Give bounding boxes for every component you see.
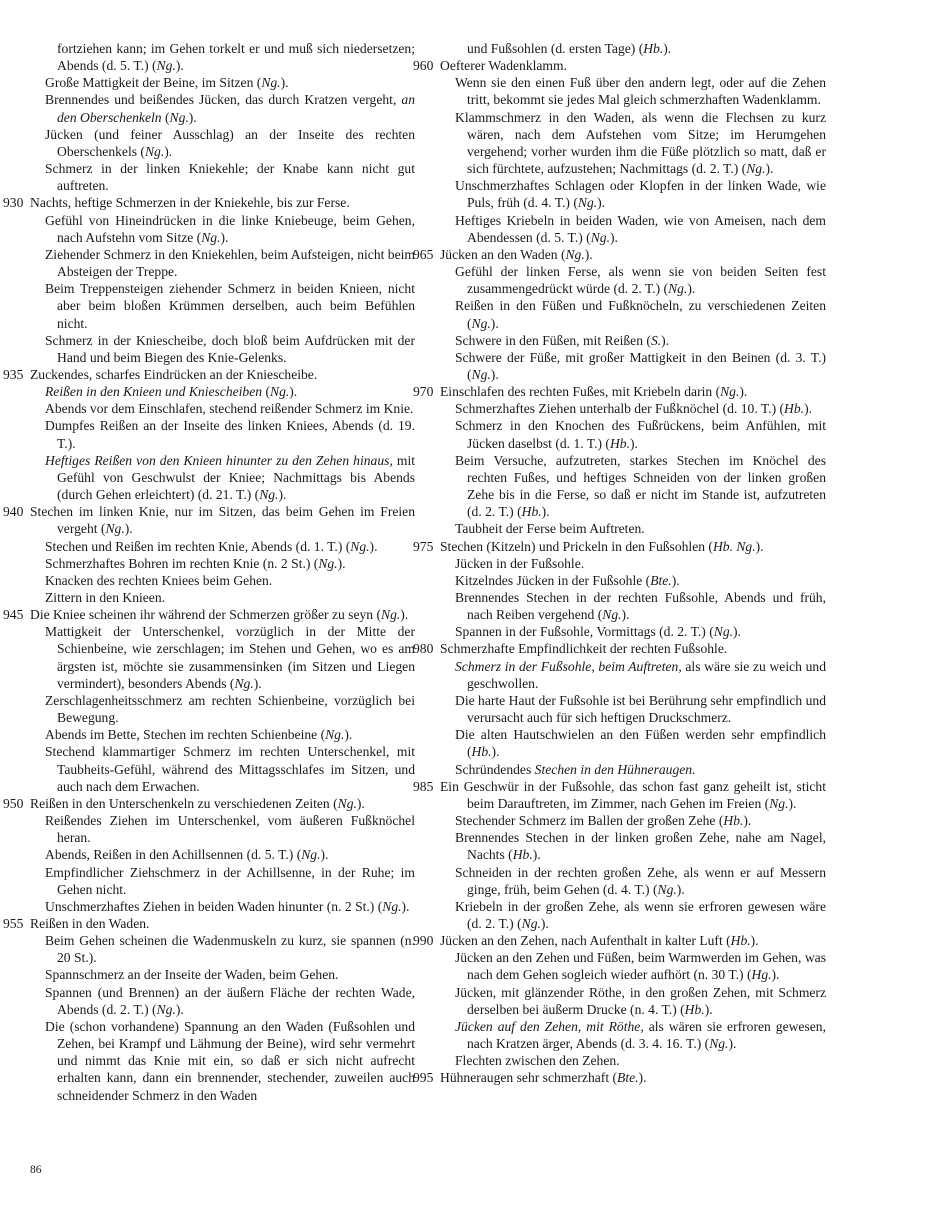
entry-text: Gefühl der linken Ferse, als wenn sie von beiden Seiten fest zusammengedrückt würde (d. 2. T.) (Ng.). [455, 264, 826, 297]
numbered-entry: 940Stechen im linken Knie, nur im Sitzen, das beim Gehen im Freien vergeht (Ng.). [3, 504, 415, 537]
entry-text: Stechen und Reißen im rechten Knie, Abends (d. 1. T.) (Ng.). [45, 538, 378, 554]
right-column [413, 40, 826, 1087]
entry-text: Brennendes Stechen in der linken großen Zehe, nahe am Nagel, Nachts (Hb.). [455, 830, 826, 863]
entry-text: Brennendes und beißendes Jücken, das durch Kratzen vergeht, an den Oberschenkeln (Ng.). [45, 92, 415, 125]
entry-text: Empfindlicher Ziehschmerz in der Achillsenne, in der Ruhe; im Gehen nicht. [45, 864, 415, 897]
entry-line [30, 966, 415, 983]
entry-line [440, 658, 826, 692]
left-column [3, 40, 415, 1104]
entry-text: Unschmerzhaftes Schlagen oder Klopfen in der linken Wade, wie Puls, früh (d. 4. T.) (Ng.). [455, 178, 826, 211]
entry-text: Abends vor dem Einschlafen, stechend reißender Schmerz im Knie. [45, 401, 414, 417]
entry-line [30, 984, 415, 1018]
entry-line [30, 846, 415, 863]
entry-text: Stechen im linken Knie, nur im Sitzen, das beim Gehen im Freien vergeht (Ng.). [30, 504, 415, 537]
entry-text: Reißendes Ziehen im Unterschenkel, vom äußeren Fußknöchel heran. [45, 813, 415, 846]
entry-line [440, 864, 826, 898]
entry-text: Schmerz in den Knochen des Fußrückens, beim Anfühlen, mit Jücken daselbst (d. 1. T.) (Hb.). [455, 418, 826, 451]
entry-text: Jücken (und feiner Ausschlag) an der Inseite des rechten Oberschenkels (Ng.). [45, 126, 415, 159]
entry-line [440, 761, 826, 778]
entry-text: Stechender Schmerz im Ballen der großen Zehe (Hb.). [455, 813, 752, 829]
entry-line [440, 212, 826, 246]
entry-text: Abends im Bette, Stechen im rechten Schienbeine (Ng.). [45, 727, 353, 743]
entry-text: Spannen in der Fußsohle, Vormittags (d. 2. T.) (Ng.). [455, 624, 741, 640]
entry-text: Beim Gehen scheinen die Wadenmuskeln zu kurz, sie spannen (n. 20 St.). [45, 933, 415, 966]
entry-text: Wenn sie den einen Fuß über den andern legt, oder auf die Zehen tritt, bekommt sie jedes Mal gleich schmerzhaften Wadenklamm. [455, 75, 826, 108]
entry-line [440, 109, 826, 178]
entry-text: Reißen in den Knieen und Kniescheiben (Ng.). [45, 384, 298, 400]
numbered-entry: 960Oefterer Wadenklamm. [413, 58, 567, 74]
entry-text: Stechend klammartiger Schmerz im rechten Unterschenkel, mit Taubheits-Gefühl, während des Mittagsschlafes im Sitzen, und auch nach dem Erwachen. [45, 744, 415, 794]
entry-text: Jücken in der Fußsohle. [455, 555, 585, 571]
entry-text: Jücken an den Zehen, nach Aufenthalt in kalter Luft (Hb.). [440, 933, 759, 949]
entry-line [30, 212, 415, 246]
entry-text: Die Kniee scheinen ihr während der Schmerzen größer zu seyn (Ng.). [30, 607, 409, 623]
entry-text: Heftiges Kriebeln in beiden Waden, wie von Ameisen, nach dem Abendessen (d. 5. T.) (Ng.). [455, 212, 826, 245]
entry-text: Dumpfes Reißen an der Inseite des linken Kniees, Abends (d. 19. T.). [45, 418, 415, 451]
entry-line [30, 623, 415, 692]
numbered-entry: 950Reißen in den Unterschenkeln zu verschiedenen Zeiten (Ng.). [3, 795, 365, 811]
entry-line [30, 74, 415, 91]
entry-text: Einschlafen des rechten Fußes, mit Kriebeln darin (Ng.). [440, 384, 748, 400]
entry-line [440, 589, 826, 623]
entry-text: Die alten Hautschwielen an den Füßen werden sehr empfindlich (Hb.). [455, 727, 826, 760]
entry-text: Zerschlagenheitsschmerz am rechten Schienbeine, vorzüglich bei Bewegung. [45, 692, 415, 726]
entry-line [440, 984, 826, 1018]
entry-line [440, 40, 826, 57]
entry-line [30, 1018, 415, 1104]
entry-text: Schmerzhafte Empfindlichkeit der rechten Fußsohle. [440, 641, 728, 657]
entry-line [440, 263, 826, 297]
entry-text: Zuckendes, scharfes Eindrücken an der Kniescheibe. [30, 366, 318, 382]
numbered-entry: 990Jücken an den Zehen, nach Aufenthalt in kalter Luft (Hb.). [413, 933, 759, 949]
entry-line [440, 1052, 826, 1069]
entry-line [30, 160, 415, 194]
entry-text: Schmerz in der Fußsohle, beim Auftreten, als wäre sie zu weich und geschwollen. [455, 658, 826, 691]
numbered-entry: 980Schmerzhafte Empfindlichkeit der rechten Fußsohle. [413, 641, 728, 657]
entry-text: Unschmerzhaftes Ziehen in beiden Waden hinunter (n. 2 St.) (Ng.). [45, 898, 410, 914]
entry-text: Beim Treppensteigen ziehender Schmerz in beiden Knieen, nicht aber beim bloßen Krümmen derselben, auch beim Befühlen nicht. [45, 281, 415, 331]
entry-text: Schründendes Stechen in den Hühneraugen. [455, 761, 696, 777]
numbered-entry: 995Hühneraugen sehr schmerzhaft (Bte.). [413, 1070, 647, 1086]
entry-text: Die harte Haut der Fußsohle ist bei Berührung sehr empfindlich und verursacht auch für sich heftigen Druckschmerz. [455, 692, 826, 726]
entry-text: Knacken des rechten Kniees beim Gehen. [45, 572, 273, 588]
entry-line [30, 400, 415, 417]
entry-text: Heftiges Reißen von den Knieen hinunter zu den Zehen hinaus, mit Gefühl von Geschwulst der Kniee; Nachmittags bis Abends (durch Gehen erleichtert) (d. 21. T.) (Ng.). [45, 452, 415, 503]
entry-text: Reißen in den Waden. [30, 915, 150, 931]
entry-line [440, 297, 826, 331]
entry-line [30, 126, 415, 160]
entry-line [440, 555, 826, 572]
numbered-entry: 965Jücken an den Waden (Ng.). [413, 246, 593, 262]
entry-text: Reißen in den Unterschenkeln zu verschiedenen Zeiten (Ng.). [30, 795, 365, 811]
entry-line [440, 623, 826, 640]
entry-line [30, 452, 415, 503]
entry-line [440, 452, 826, 521]
entry-text: Spannschmerz an der Inseite der Waden, beim Gehen. [45, 967, 339, 983]
entry-line [30, 932, 415, 966]
entry-text: fortziehen kann; im Gehen torkelt er und muß sich niedersetzen; Abends (d. 5. T.) (Ng.). [57, 41, 415, 74]
entry-text: Schwere in den Füßen, mit Reißen (S.). [455, 332, 670, 348]
entry-text: Zittern in den Knieen. [45, 590, 166, 605]
entry-line [440, 572, 826, 589]
entry-text: Flechten zwischen den Zehen. [455, 1053, 620, 1069]
entry-line [30, 417, 415, 451]
numbered-entry: 955Reißen in den Waden. [3, 915, 150, 931]
entry-line [440, 400, 826, 417]
entry-text: Schneiden in der rechten großen Zehe, als wenn er auf Messern ginge, früh, beim Gehen (d. 4. T.) (Ng.). [455, 864, 826, 897]
entry-line [30, 864, 415, 898]
entry-text: Kitzelndes Jücken in der Fußsohle (Bte.). [455, 572, 680, 588]
entry-line [440, 349, 826, 383]
entry-text: Taubheit der Ferse beim Auftreten. [455, 521, 645, 537]
entry-text: Nachts, heftige Schmerzen in der Kniekehle, bis zur Ferse. [30, 195, 350, 211]
entry-line [440, 812, 826, 829]
entry-text: Beim Versuche, aufzutreten, starkes Stechen im Knöchel des rechten Fußes, und heftiges Schneiden von der linken großen Zehe bis in die Ferse, so daß er nicht im Stande ist, aufzutreten (d. 2. T.) (Hb.). [455, 452, 826, 520]
numbered-entry: 945Die Kniee scheinen ihr während der Schmerzen größer zu seyn (Ng.). [3, 607, 409, 623]
entry-text: Stechen (Kitzeln) und Prickeln in den Fußsohlen (Hb. Ng.). [440, 538, 764, 554]
entry-text: Jücken an den Waden (Ng.). [440, 246, 593, 262]
entry-line [30, 692, 415, 726]
entry-text: und Fußsohlen (d. ersten Tage) (Hb.). [467, 41, 672, 56]
entry-text: Schmerzhaftes Bohren im rechten Knie (n. 2 St.) (Ng.). [45, 555, 346, 571]
entry-line [30, 40, 415, 74]
entry-line [440, 332, 826, 349]
entry-text: Gefühl von Hineindrücken in die linke Kniebeuge, beim Gehen, nach Aufstehn vom Sitze (Ng.). [45, 212, 415, 245]
entry-text: Schwere der Füße, mit großer Mattigkeit in den Beinen (d. 3. T.) (Ng.). [455, 349, 826, 382]
entry-line [440, 74, 826, 108]
entry-line [30, 898, 415, 915]
entry-text: Die (schon vorhandene) Spannung an den Waden (Fußsohlen und Zehen, bei Krampf und Lähmung der Beine), wird sehr vermehrt und nimmt das Knie mit ein, so daß er sich nicht aufrecht erhalten kann, dann ein brennender, stechender, zuweilen auch schneidender Schmerz in den Waden [45, 1018, 415, 1103]
entry-text: Schmerz in der Kniescheibe, doch bloß beim Aufdrücken mit der Hand und beim Biegen des Knie-Gelenks. [45, 332, 415, 365]
entry-line [30, 812, 415, 846]
entry-text: Brennendes Stechen in der rechten Fußsohle, Abends und früh, nach Reiben vergehend (Ng.). [455, 590, 826, 623]
entry-line [30, 555, 415, 572]
entry-text: Schmerzhaftes Ziehen unterhalb der Fußknöchel (d. 10. T.) (Hb.). [455, 401, 812, 417]
entry-line [30, 383, 415, 400]
entry-line [30, 743, 415, 794]
entry-line [440, 417, 826, 451]
entry-line [30, 332, 415, 366]
entry-line [30, 589, 415, 606]
entry-line [440, 1018, 826, 1052]
entry-text: Ziehender Schmerz in den Kniekehlen, beim Aufsteigen, nicht beim Absteigen der Treppe. [45, 246, 415, 280]
entry-line [440, 898, 826, 932]
entry-line [440, 177, 826, 211]
entry-text: Klammschmerz in den Waden, als wenn die Flechsen zu kurz wären, nach dem Aufstehen vom Sitze; im Herumgehen vergehend; vorher wurden ihm die Füße plötzlich so matt, daß er sich fürchtete, aufzustehen; Nachmittags (d. 2. T.) (Ng.). [455, 109, 826, 177]
entry-line [440, 692, 826, 726]
entry-text: Jücken an den Zehen und Füßen, beim Warmwerden im Gehen, was nach dem Gehen sogleich wieder aufhört (n. 30 T.) (Hg.). [455, 950, 826, 983]
numbered-entry: 970Einschlafen des rechten Fußes, mit Kriebeln darin (Ng.). [413, 384, 748, 400]
entry-text: Reißen in den Füßen und Fußknöcheln, zu verschiedenen Zeiten (Ng.). [455, 298, 826, 331]
entry-text: Große Mattigkeit der Beine, im Sitzen (Ng.). [45, 75, 289, 91]
entry-line [440, 520, 826, 537]
numbered-entry: 935Zuckendes, scharfes Eindrücken an der Kniescheibe. [3, 366, 318, 382]
entry-line [440, 726, 826, 760]
entry-text: Mattigkeit der Unterschenkel, vorzüglich in der Mitte der Schienbeine, wie zerschlagen; im Stehen und Gehen, wo es am ärgsten ist, möchte sie zusammensinken (im Sitzen und Liegen vermindert), besonders Abends (Ng.). [45, 624, 415, 691]
entry-text: Hühneraugen sehr schmerzhaft (Bte.). [440, 1070, 647, 1086]
entry-text: Ein Geschwür in der Fußsohle, das schon fast ganz geheilt ist, sticht beim Darauftreten, im Zimmer, nach Gehen im Freien (Ng.). [440, 778, 826, 811]
entry-line [30, 91, 415, 125]
numbered-entry: 930Nachts, heftige Schmerzen in der Kniekehle, bis zur Ferse. [3, 195, 350, 211]
entry-text: Oefterer Wadenklamm. [440, 58, 567, 74]
entry-text: Spannen (und Brennen) an der äußern Fläche der rechten Wade, Abends (d. 2. T.) (Ng.). [45, 984, 415, 1017]
entry-line [30, 280, 415, 331]
entry-line [440, 949, 826, 983]
entry-line [30, 572, 415, 589]
entry-text: Kriebeln in der großen Zehe, als wenn sie erfroren gewesen wäre (d. 2. T.) (Ng.). [455, 898, 826, 931]
entry-text: Schmerz in der linken Kniekehle; der Knabe kann nicht gut auftreten. [45, 161, 415, 194]
page-number: 86 [30, 1164, 42, 1176]
entry-line [30, 726, 415, 743]
entry-text: Jücken auf den Zehen, mit Röthe, als wären sie erfroren gewesen, nach Kratzen ärger, Abends (d. 3. 4. 16. T.) (Ng.). [455, 1018, 826, 1052]
numbered-entry: 975Stechen (Kitzeln) und Prickeln in den Fußsohlen (Hb. Ng.). [413, 538, 764, 554]
entry-line [440, 829, 826, 863]
entry-line [30, 246, 415, 280]
entry-text: Abends, Reißen in den Achillsennen (d. 5. T.) (Ng.). [45, 847, 329, 863]
entry-text: Jücken, mit glänzender Röthe, in den großen Zehen, mit Schmerz derselben bei äußerm Drucke (n. 4. T.) (Hb.). [455, 984, 826, 1017]
entry-line [30, 538, 415, 555]
numbered-entry: 985Ein Geschwür in der Fußsohle, das schon fast ganz geheilt ist, sticht beim Darauftreten, im Zimmer, nach Gehen im Freien (Ng.). [413, 778, 826, 811]
